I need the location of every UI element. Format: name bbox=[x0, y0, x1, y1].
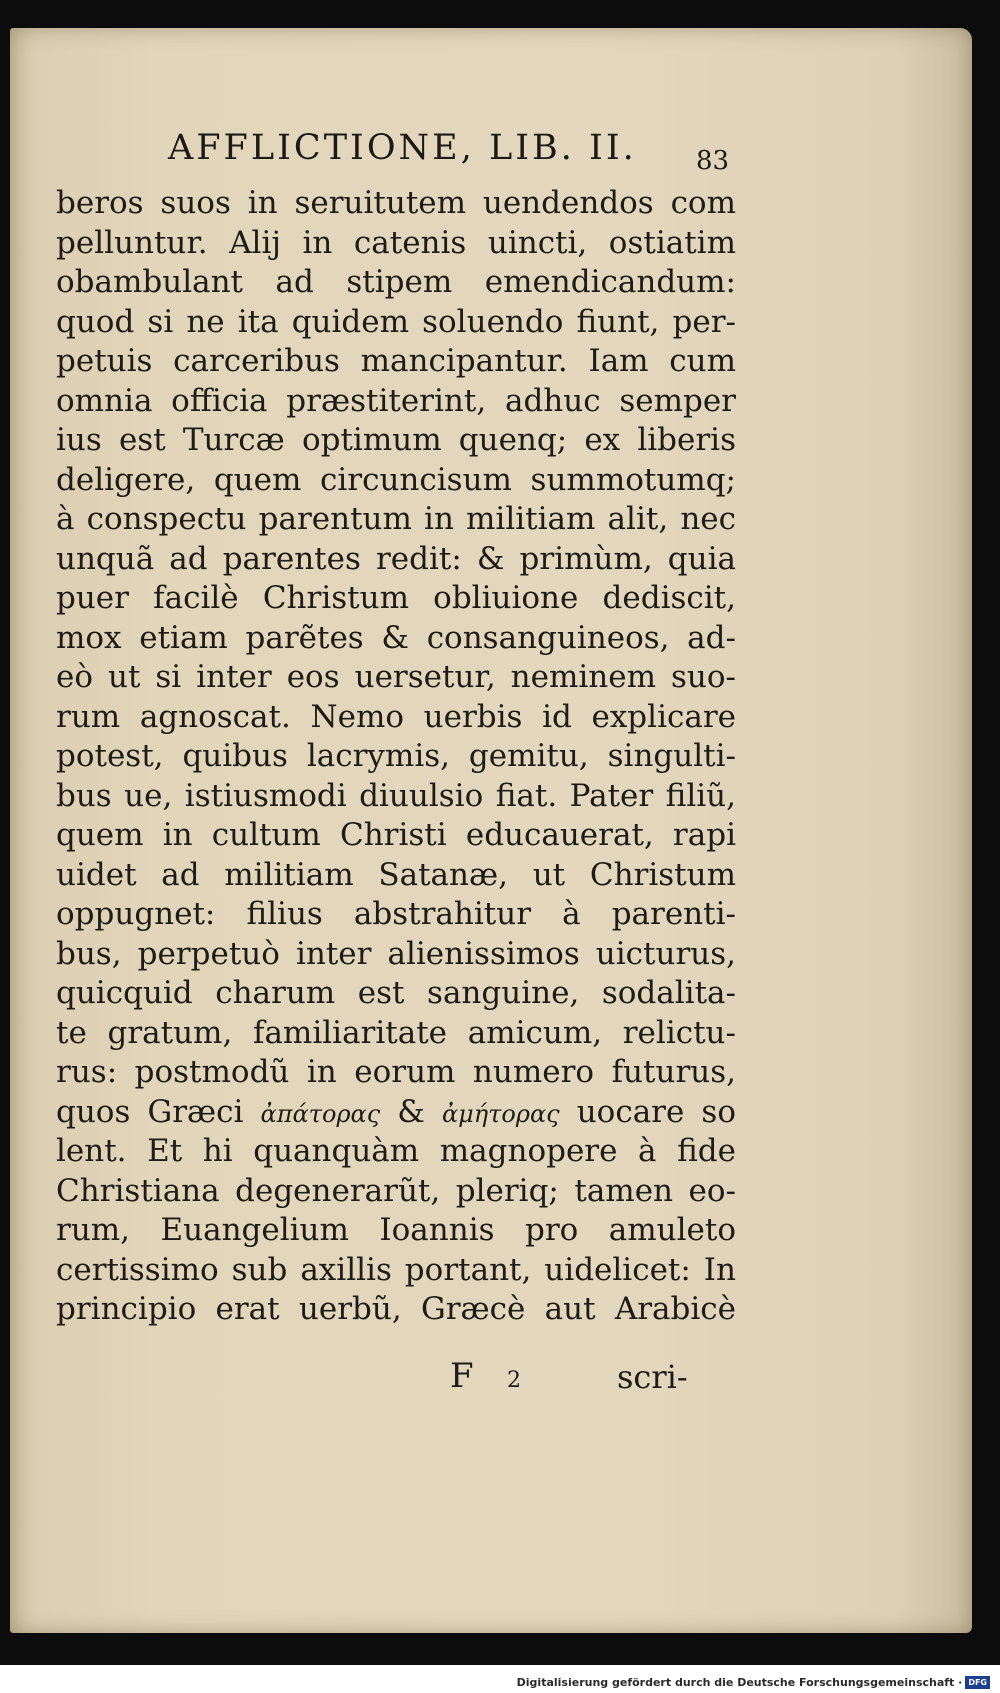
text-line: quem in cultum Christi educauerat, rapi bbox=[56, 817, 736, 853]
text-line: quicquid charum est sanguine, sodalita- bbox=[56, 975, 736, 1011]
text-line: eò ut si inter eos uersetur, neminem suo- bbox=[56, 659, 736, 695]
text-line: rus: postmodũ in eorum numero futurus, bbox=[56, 1054, 736, 1090]
text-line: potest, quibus lacrymis, gemitu, singulti- bbox=[56, 738, 736, 774]
text-line: unquã ad parentes redit: & primùm, quia bbox=[56, 540, 736, 577]
greek-text-line bbox=[56, 1093, 736, 1133]
text-line: oppugnet: filius abstrahitur à parenti- bbox=[56, 896, 736, 932]
text-line: omnia officia præstiterint, adhuc semper bbox=[56, 382, 736, 419]
page-number: 83 bbox=[696, 146, 730, 176]
greek-word: ἀπάτορας bbox=[260, 1099, 381, 1128]
text-line: te gratum, familiaritate amicum, relictu- bbox=[56, 1014, 736, 1051]
text-fragment: & bbox=[380, 1093, 442, 1130]
text-line: beros suos in seruitutem uendendos com bbox=[56, 185, 736, 221]
text-line: ius est Turcæ optimum quenq; ex liberis bbox=[56, 422, 736, 458]
text-line: puer facilè Christum obliuione dediscit, bbox=[56, 580, 736, 616]
text-fragment: uocare so bbox=[559, 1093, 736, 1130]
text-line: rum, Euangelium Ioannis pro amuleto bbox=[56, 1212, 736, 1248]
text-line: pelluntur. Alij in catenis uincti, ostiatim bbox=[56, 224, 736, 261]
text-line: obambulant ad stipem emendicandum: bbox=[56, 264, 736, 300]
catchword: scri- bbox=[617, 1358, 688, 1396]
text-line: à conspectu parentum in militiam alit, nec bbox=[56, 501, 736, 537]
text-line: rum agnoscat. Nemo uerbis id explicare bbox=[56, 698, 736, 735]
running-head: AFFLICTIONE, LIB. II. bbox=[168, 128, 637, 168]
text-block bbox=[56, 184, 736, 1330]
text-line: Christiana degenerarũt, pleriq; tamen eo- bbox=[56, 1172, 736, 1209]
text-line: deligere, quem circuncisum summotumq; bbox=[56, 461, 736, 498]
text-line: lent. Et hi quanquàm magnopere à fide bbox=[56, 1133, 736, 1169]
signature-number: 2 bbox=[507, 1368, 521, 1393]
credit-text: Digitalisierung gefördert durch die Deutsche Forschungsgemeinschaft · bbox=[516, 1676, 963, 1689]
book-page bbox=[10, 28, 972, 1633]
dfg-logo-icon: DFG bbox=[965, 1676, 990, 1689]
signature-mark: F bbox=[450, 1356, 474, 1396]
text-line: petuis carceribus mancipantur. Iam cum bbox=[56, 343, 736, 379]
text-line: quod si ne ita quidem soluendo fiunt, per- bbox=[56, 303, 736, 340]
greek-word: ἀμήτορας bbox=[441, 1099, 560, 1128]
text-line: certissimo sub axillis portant, uidelicet: In bbox=[56, 1251, 736, 1288]
text-line: principio erat uerbũ, Græcè aut Arabicè bbox=[56, 1291, 736, 1327]
text-line: mox etiam parẽtes & consanguineos, ad- bbox=[56, 619, 736, 656]
text-line: bus, perpetuò inter alienissimos uicturus, bbox=[56, 935, 736, 972]
text-line: bus ue, istiusmodi diuulsio fiat. Pater filiũ, bbox=[56, 777, 736, 814]
text-line: uidet ad militiam Satanæ, ut Christum bbox=[56, 856, 736, 893]
text-fragment: quos Græci bbox=[56, 1093, 261, 1130]
digitization-credit bbox=[517, 1676, 990, 1689]
